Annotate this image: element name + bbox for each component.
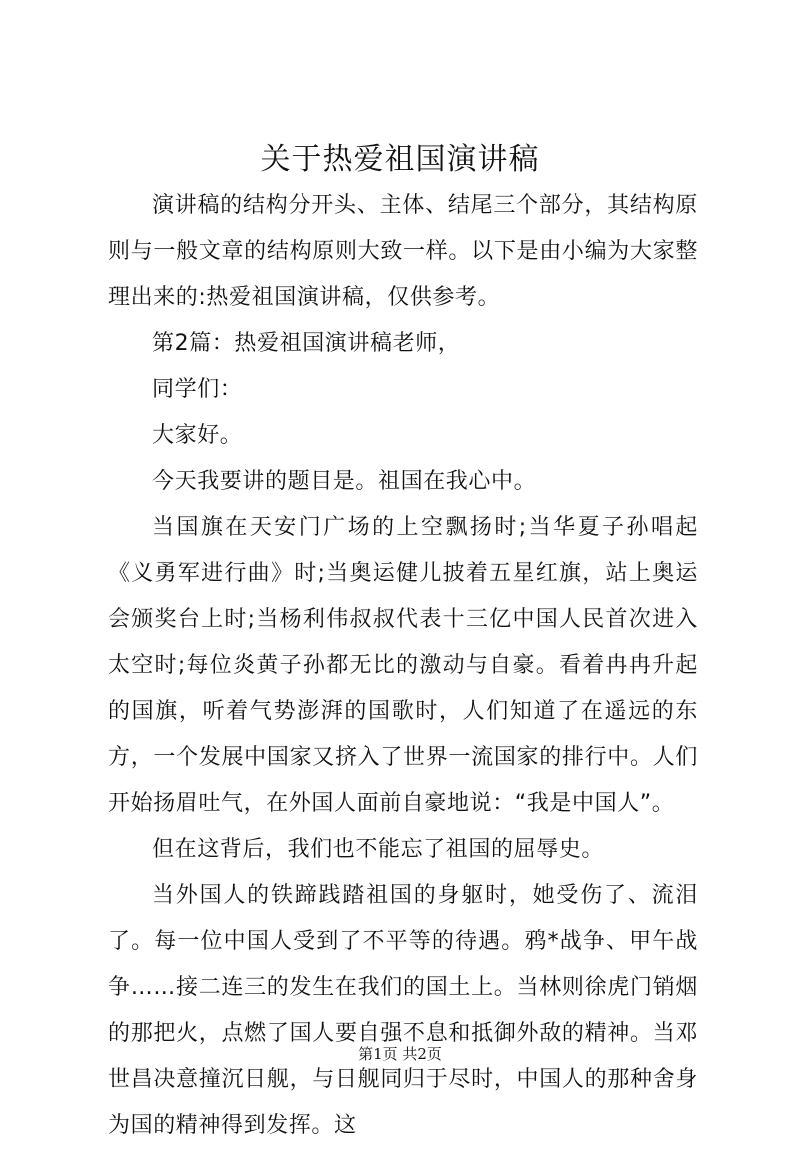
paragraph-flag: 当国旗在天安门广场的上空飘扬时;当华夏子孙唱起《义勇军进行曲》时;当奥运健儿披着五星红旗，站上奥运会颁奖台上时;当杨利伟叔叔代表十三亿中国人民首次进入太空时;每位炎黄子孙都无比的激动与自豪。看着冉冉升起的国旗，听着气势澎湃的国歌时，人们知道了在遥远的东方，一个发展中国家又挤入了世界一流国家的排行中。人们开始扬眉吐气，在外国人面前自豪地说：“我是中国人”。: [108, 515, 698, 816]
paragraph-intro: 演讲稿的结构分开头、主体、结尾三个部分，其结构原则与一般文章的结构原则大致一样。以下是由小编为大家整理出来的:热爱祖国演讲稿，仅供参考。: [108, 193, 698, 310]
paragraph-topic: 今天我要讲的题目是。祖国在我心中。: [152, 469, 537, 494]
document-body: [108, 183, 698, 1149]
paragraph-history: 但在这背后，我们也不能忘了祖国的屈辱史。: [152, 837, 605, 862]
paragraph-greeting: 大家好。: [152, 423, 243, 448]
document-title: 关于热爱祖国演讲稿: [260, 142, 540, 177]
page-number-footer: 第1页 共2页: [358, 1045, 442, 1063]
paragraph-section-heading: 第2篇：热爱祖国演讲稿老师，: [152, 331, 461, 356]
paragraph-salutation: 同学们：: [152, 377, 243, 402]
paragraph-invasion: 当外国人的铁蹄践踏祖国的身躯时，她受伤了、流泪了。每一位中国人受到了不平等的待遇。鸦*战争、甲午战争……接二连三的发生在我们的国土上。当林则徐虎门销烟的那把火，点燃了国人要自强不息和抵御外敌的精神。当邓世昌决意撞沉日舰，与日舰同归于尽时，中国人的那种舍身为国的精神得到发挥。这: [108, 883, 698, 1138]
